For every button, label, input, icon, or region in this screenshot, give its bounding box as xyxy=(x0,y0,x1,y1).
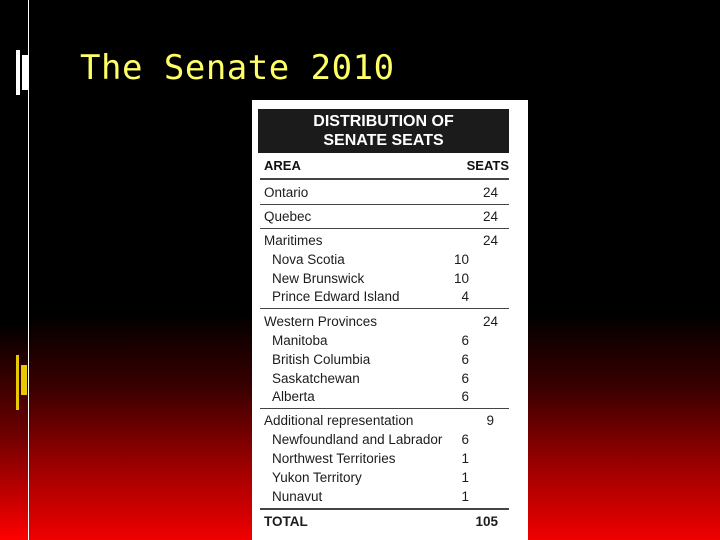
table-row xyxy=(260,183,509,202)
row-area: British Columbia xyxy=(272,352,371,367)
row-area: Prince Edward Island xyxy=(272,289,400,304)
row-seats: 9 xyxy=(486,413,494,428)
decor-bar xyxy=(22,55,29,90)
total-label: TOTAL xyxy=(264,514,308,529)
row-area: Yukon Territory xyxy=(272,470,362,485)
total-value: 105 xyxy=(475,514,498,529)
row-sub-seats: 1 xyxy=(461,451,469,466)
table-row xyxy=(260,269,509,288)
row-sub-seats: 4 xyxy=(461,289,469,304)
row-sub-seats: 1 xyxy=(461,489,469,504)
table-row xyxy=(260,468,509,487)
row-sub-seats: 1 xyxy=(461,470,469,485)
row-divider xyxy=(260,308,509,309)
row-sub-seats: 6 xyxy=(461,352,469,367)
table-row xyxy=(260,449,509,468)
table-row xyxy=(260,487,509,506)
row-divider xyxy=(260,204,509,205)
row-area: Quebec xyxy=(264,209,312,224)
table-row xyxy=(260,207,509,226)
row-area: Ontario xyxy=(264,185,309,200)
row-sub-seats: 6 xyxy=(461,333,469,348)
row-seats: 24 xyxy=(482,185,498,200)
row-seats: 24 xyxy=(482,209,498,224)
slide-title: The Senate 2010 xyxy=(80,48,395,88)
table-row xyxy=(260,369,509,388)
row-sub-seats: 6 xyxy=(461,389,469,404)
row-sub-seats: 10 xyxy=(453,252,469,267)
table-row xyxy=(260,430,509,449)
table-row xyxy=(260,287,509,306)
table-row xyxy=(260,250,509,269)
row-area: New Brunswick xyxy=(272,271,365,286)
row-seats: 24 xyxy=(482,314,498,329)
row-sub-seats: 6 xyxy=(461,432,469,447)
seats-column-header: SEATS xyxy=(466,158,509,173)
header-rule xyxy=(260,178,509,180)
row-area: Nunavut xyxy=(272,489,323,504)
row-area: Maritimes xyxy=(264,233,323,248)
row-area: Manitoba xyxy=(272,333,328,348)
decor-bar xyxy=(16,50,20,95)
row-area: Western Provinces xyxy=(264,314,378,329)
row-sub-seats: 10 xyxy=(453,271,469,286)
row-area: Alberta xyxy=(272,389,315,404)
table-row xyxy=(260,231,509,250)
table-row xyxy=(260,411,509,430)
table-header-line: DISTRIBUTION OF xyxy=(313,113,454,130)
row-area: Nova Scotia xyxy=(272,252,345,267)
row-area: Saskatchewan xyxy=(272,371,360,386)
table-row xyxy=(260,350,509,369)
senate-seats-table xyxy=(252,100,528,540)
row-seats: 24 xyxy=(482,233,498,248)
total-row xyxy=(260,512,509,531)
decor-bar xyxy=(21,365,27,395)
total-rule xyxy=(260,508,509,510)
row-sub-seats: 6 xyxy=(461,371,469,386)
row-area: Newfoundland and Labrador xyxy=(272,432,443,447)
row-divider xyxy=(260,408,509,409)
table-header xyxy=(258,109,509,153)
table-row xyxy=(260,312,509,331)
row-divider xyxy=(260,228,509,229)
row-area: Northwest Territories xyxy=(272,451,396,466)
table-row xyxy=(260,331,509,350)
row-area: Additional representation xyxy=(264,413,414,428)
decor-bar xyxy=(16,355,19,410)
table-header-line: SENATE SEATS xyxy=(323,132,444,149)
area-column-header: AREA xyxy=(264,158,301,173)
table-row xyxy=(260,387,509,406)
